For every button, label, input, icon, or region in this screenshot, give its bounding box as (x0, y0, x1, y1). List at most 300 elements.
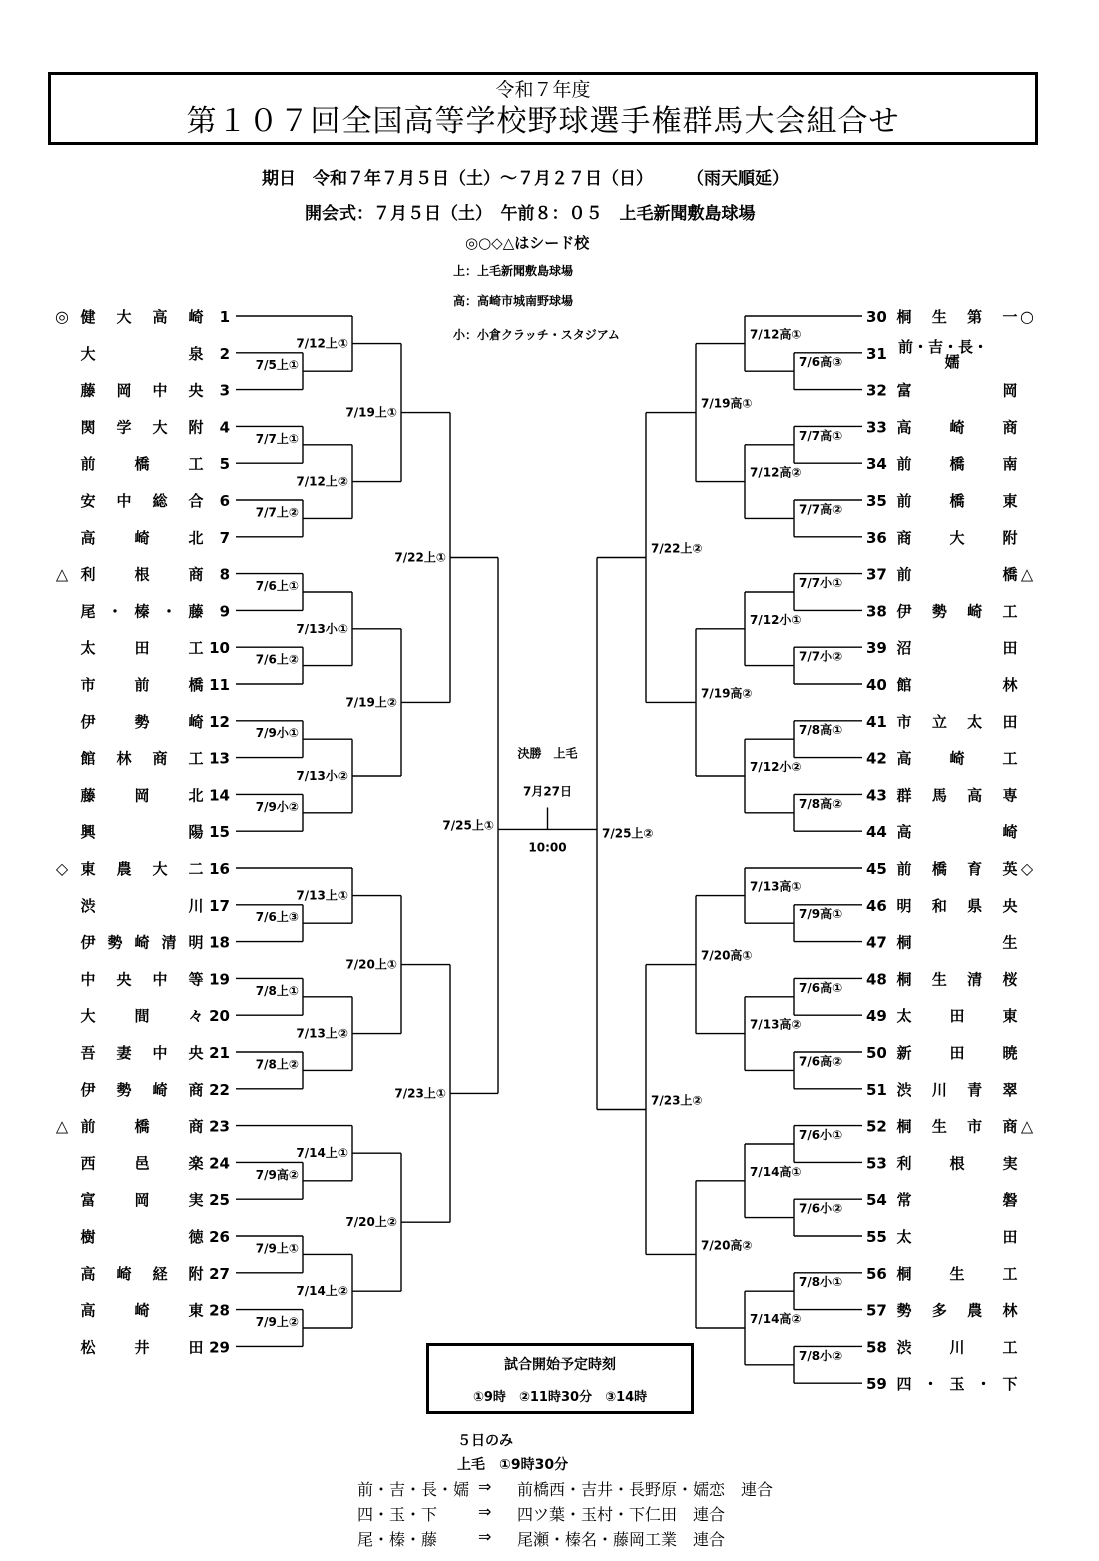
final-date: 7月27日 (522, 784, 573, 799)
team-name: 専 (1002, 786, 1018, 805)
team-number: 35 (866, 492, 887, 510)
team-number: 43 (866, 786, 887, 805)
team-name: 松 (80, 1338, 96, 1357)
team-number: 47 (866, 933, 887, 952)
team-number: 15 (209, 823, 230, 842)
team-name: 桐 (896, 933, 912, 952)
match-label: 7/5上① (255, 358, 299, 373)
match-label: 7/6高③ (799, 355, 843, 370)
team-number: 9 (219, 602, 230, 621)
team-name: 崎 (134, 528, 150, 547)
team-name: 工 (1002, 749, 1018, 768)
team-name: 磐 (1002, 1191, 1018, 1210)
team-name: 高 (896, 749, 912, 768)
team-number: 23 (209, 1117, 230, 1136)
team-name: 暁 (1002, 1044, 1018, 1062)
team-name: 渋 (896, 1080, 912, 1099)
match-label: 7/13小① (296, 621, 348, 636)
team-name: 北 (188, 786, 204, 805)
team-name: 田 (1002, 712, 1018, 731)
match-label: 7/25上① (442, 818, 494, 833)
team-name: 大 (152, 418, 168, 437)
team-name: 勢 (107, 933, 123, 952)
match-label: 7/25上② (602, 826, 654, 841)
team-name: 生 (1002, 933, 1018, 952)
team-name: 商 (1002, 418, 1018, 437)
team-name: 井 (134, 1338, 150, 1357)
team-name: 川 (931, 1080, 947, 1099)
match-label: 7/20上② (345, 1215, 397, 1230)
team-number: 42 (866, 749, 887, 768)
team-name: 吾 (80, 1044, 96, 1062)
team-name: ・ (161, 602, 177, 621)
seed-note: ◎○◇△はシード校 (465, 234, 590, 252)
team-name: 二 (188, 860, 204, 878)
match-label: 7/14高① (750, 1164, 802, 1179)
team-number: 19 (209, 970, 230, 989)
team-name: 伊 (896, 602, 912, 621)
team-name: 田 (949, 1044, 965, 1062)
team-name: 一 (1002, 308, 1018, 326)
team-name: 翠 (1002, 1080, 1018, 1099)
team-name: 附 (1002, 528, 1018, 547)
team-name: 榛 (134, 602, 150, 621)
team-name: 桜 (1002, 970, 1018, 989)
team-name: 富 (80, 1191, 96, 1210)
team-name: 勢 (116, 1080, 132, 1099)
team-name: 清 (161, 933, 177, 952)
team-number: 28 (209, 1301, 230, 1320)
team-name: 高 (967, 786, 983, 805)
team-name: 実 (188, 1191, 204, 1210)
team-name: 中 (80, 970, 96, 989)
team-name: 健 (80, 308, 96, 326)
team-name: 北 (188, 528, 204, 547)
team-number: 58 (866, 1338, 887, 1357)
team-name: 商 (188, 1080, 204, 1099)
team-number: 12 (209, 712, 230, 731)
match-label: 7/9小① (255, 726, 299, 741)
team-number: 40 (866, 676, 887, 694)
team-name: 市 (967, 1117, 983, 1136)
match-label: 7/9上② (255, 1315, 299, 1329)
team-name: 岡 (134, 786, 150, 805)
match-label: 7/13上① (296, 888, 348, 903)
team-name: 妻 (116, 1044, 132, 1062)
team-name: 英 (1002, 860, 1018, 878)
team-name: 崎 (134, 933, 150, 952)
team-number: 39 (866, 639, 887, 658)
team-name: 徳 (188, 1228, 204, 1246)
match-label: 7/22上② (651, 541, 703, 556)
team-name: 桐 (896, 970, 912, 989)
team-name: 市 (80, 676, 96, 694)
team-name: 立 (931, 712, 947, 731)
team-number: 6 (219, 492, 230, 510)
team-number: 10 (209, 639, 230, 658)
team-name: 多 (931, 1301, 947, 1320)
team-name: 橋 (1002, 565, 1018, 584)
team-name: 商 (152, 749, 168, 768)
team-name: 前 (80, 1117, 96, 1136)
team-name: 高 (80, 1264, 96, 1283)
team-name: 総 (152, 492, 168, 510)
team-name: 経 (152, 1264, 168, 1283)
team-name: 安 (80, 492, 96, 510)
team-name: 明 (896, 896, 912, 915)
team-name: 新 (896, 1044, 912, 1062)
team-name: 等 (188, 970, 204, 989)
match-label: 7/19上② (345, 695, 397, 710)
team-name: 関 (80, 418, 96, 437)
match-label: 7/9小② (255, 799, 299, 814)
venue-legend-0: 上：上毛新聞敷島球場 (453, 264, 574, 278)
team-name: 群 (896, 786, 912, 805)
team-name: 商 (896, 528, 912, 547)
match-label: 7/12上① (296, 336, 348, 351)
joint-full: 四ツ葉・玉村・下仁田 連合 (517, 1505, 726, 1524)
team-name: 育 (967, 860, 983, 878)
match-label: 7/12小② (750, 760, 802, 774)
team-name: ・ (975, 1375, 992, 1394)
team-name: 館 (896, 676, 912, 694)
team-name: 根 (949, 1154, 965, 1173)
seed-mark: △ (1020, 564, 1034, 584)
team-name: 崎 (1002, 823, 1018, 842)
team-name: 学 (116, 418, 132, 437)
team-name: 橋 (949, 455, 965, 474)
team-name: 勢 (134, 712, 150, 731)
team-number: 34 (866, 455, 887, 474)
team-name: 崎 (949, 418, 965, 437)
team-name: 央 (116, 970, 132, 989)
seed-mark: △ (55, 564, 69, 584)
team-number: 4 (219, 418, 230, 437)
seed-mark: ○ (1020, 307, 1034, 326)
team-name: 田 (1002, 639, 1018, 658)
match-label: 7/13高① (750, 879, 802, 894)
team-name: 市 (896, 712, 912, 731)
team-name: 岡 (116, 381, 132, 400)
team-name: 玉 (949, 1375, 965, 1394)
team-number: 31 (866, 344, 887, 363)
team-name: 工 (1002, 602, 1018, 621)
team-number: 25 (209, 1191, 230, 1210)
team-name: 高 (152, 308, 168, 326)
match-label: 7/8小① (799, 1275, 843, 1290)
team-name: 常 (896, 1191, 912, 1210)
team-name: 田 (949, 1007, 965, 1026)
team-name: 藤 (80, 786, 96, 805)
team-number: 44 (866, 823, 887, 842)
team-number: 2 (219, 344, 230, 363)
team-name: 泉 (188, 344, 204, 363)
team-number: 7 (219, 528, 230, 547)
team-name: 前 (896, 455, 912, 474)
team-name: ・ (107, 602, 123, 621)
team-name: 橋 (949, 492, 965, 510)
joint-full: 前橋西・吉井・長野原・嬬恋 連合 (517, 1480, 774, 1499)
team-name: 前 (896, 492, 912, 510)
team-name: 楽 (188, 1154, 204, 1173)
team-name: 田 (134, 639, 150, 658)
note-day5-time: 上毛 ①9時30分 (457, 1457, 569, 1473)
note-day5: ５日のみ (457, 1433, 513, 1449)
team-name: 央 (188, 381, 204, 400)
team-name: 田 (188, 1338, 204, 1357)
team-number: 41 (866, 712, 887, 731)
team-name: 伊 (80, 933, 96, 952)
match-label: 7/23上① (394, 1086, 446, 1101)
team-name: 橋 (188, 676, 204, 694)
team-name: 々 (188, 1007, 204, 1026)
seed-mark: ◇ (1020, 859, 1034, 878)
match-label: 7/6高① (799, 980, 843, 995)
team-name: 中 (152, 381, 168, 400)
match-label: 7/7小① (799, 576, 843, 590)
team-number: 37 (866, 565, 887, 584)
match-label: 7/13高② (750, 1017, 802, 1032)
team-number: 5 (219, 455, 230, 474)
joint-team-row (357, 1477, 469, 1500)
team-name: 利 (896, 1154, 912, 1173)
team-number: 48 (866, 970, 887, 989)
team-name: 生 (931, 970, 947, 989)
team-name: ・ (922, 1375, 939, 1394)
team-name: 根 (134, 565, 150, 584)
team-number: 45 (866, 860, 887, 878)
team-name: 大 (152, 860, 168, 878)
team-number: 32 (866, 381, 887, 400)
match-label: 7/19高② (701, 686, 753, 701)
team-name: 青 (967, 1080, 983, 1099)
team-name: 川 (949, 1338, 965, 1357)
start-times-box (426, 1343, 694, 1414)
team-name: 合 (188, 492, 204, 510)
team-name: 央 (188, 1044, 204, 1062)
match-label: 7/8上① (255, 983, 299, 998)
joint-arrow: ⇒ (478, 1477, 492, 1496)
team-name: 勢 (931, 602, 947, 621)
final-time: 10:00 (528, 840, 567, 855)
venue-legend-2: 小：小倉クラッチ・スタジアム (453, 328, 620, 342)
team-name: 東 (188, 1301, 204, 1320)
joint-abbr: 前・吉・長・嬬 (357, 1480, 470, 1499)
match-label: 7/6小② (799, 1201, 843, 1216)
team-name: 第 (967, 308, 983, 326)
team-name: 太 (896, 1228, 912, 1246)
team-number: 13 (209, 749, 230, 768)
match-label: 7/14高② (750, 1312, 802, 1326)
team-name: 工 (1002, 1338, 1018, 1357)
joint-full: 尾瀬・榛名・藤岡工業 連合 (517, 1530, 726, 1549)
team-name: 田 (1002, 1228, 1018, 1246)
team-name: 伊 (80, 712, 96, 731)
match-label: 7/7小② (799, 649, 843, 664)
team-number: 21 (209, 1044, 230, 1062)
team-name: 東 (1002, 492, 1018, 510)
team-name: 桐 (896, 1264, 912, 1283)
team-number: 18 (209, 933, 230, 952)
match-label: 7/23上② (651, 1093, 703, 1108)
team-name: 生 (931, 1117, 947, 1136)
team-name: 生 (949, 1264, 965, 1283)
team-name: 太 (896, 1007, 912, 1026)
team-name: 南 (1002, 455, 1018, 474)
team-name: 崎 (116, 1264, 132, 1283)
team-number: 51 (866, 1080, 887, 1099)
team-name: 四 (896, 1375, 912, 1394)
match-label: 7/9上① (255, 1241, 299, 1256)
joint-abbr: 尾・榛・藤 (357, 1530, 438, 1549)
team-number: 54 (866, 1191, 887, 1210)
match-label: 7/8小② (799, 1348, 843, 1363)
team-name: 明 (188, 933, 204, 952)
team-name: 橋 (134, 1117, 150, 1136)
title-year: 令和７年度 (495, 79, 591, 101)
team-number: 26 (209, 1228, 230, 1246)
team-name: 桐 (896, 308, 912, 326)
team-name: 中 (116, 492, 132, 510)
start-times-list: ①9時 ②11時30分 ③14時 (472, 1390, 648, 1405)
match-label: 7/13上② (296, 1026, 348, 1041)
team-number: 57 (866, 1301, 887, 1320)
team-name: 崎 (134, 1301, 150, 1320)
team-name: 橋 (134, 455, 150, 474)
team-name: 工 (188, 749, 204, 768)
team-name: 崎 (188, 712, 204, 731)
team-name: 大 (116, 308, 132, 326)
team-number: 52 (866, 1117, 887, 1136)
team-number: 49 (866, 1007, 887, 1026)
venue-legend-1: 高：高崎市城南野球場 (453, 294, 574, 308)
team-name: 陽 (188, 823, 204, 842)
team-name: 利 (80, 565, 96, 584)
team-name: 前 (134, 676, 150, 694)
team-name: 岡 (134, 1191, 150, 1210)
team-name: 前 (80, 455, 96, 474)
start-times-title: 試合開始予定時刻 (504, 1357, 616, 1373)
team-name: 高 (896, 418, 912, 437)
match-label: 7/6上③ (255, 910, 299, 925)
team-number: 50 (866, 1044, 887, 1062)
team-name: 生 (931, 308, 947, 326)
team-name: 商 (1002, 1117, 1018, 1136)
team-name: 太 (80, 639, 96, 658)
team-name: 勢 (896, 1301, 912, 1320)
match-label: 7/19高① (701, 396, 753, 411)
match-label: 7/7上② (255, 505, 299, 520)
team-name: 商 (188, 565, 204, 584)
team-name: 実 (1002, 1154, 1018, 1173)
team-name: 東 (1002, 1007, 1018, 1026)
team-number: 16 (209, 860, 230, 878)
team-name: 崎 (967, 602, 983, 621)
team-number: 17 (209, 896, 230, 915)
match-label: 7/6上② (255, 652, 299, 667)
match-label: 7/9高② (255, 1167, 299, 1182)
team-name: 大 (80, 1007, 96, 1026)
match-label: 7/6小① (799, 1128, 843, 1142)
team-name: 橋 (931, 860, 947, 878)
team-number: 59 (866, 1375, 887, 1394)
team-number: 29 (209, 1338, 230, 1357)
team-number: 56 (866, 1264, 887, 1283)
team-number: 22 (209, 1080, 230, 1099)
team-name: 馬 (931, 786, 947, 805)
team-name: 高 (80, 528, 96, 547)
team-name: 林 (1002, 676, 1018, 694)
match-label: 7/12上② (296, 474, 348, 489)
team-name: 附 (188, 418, 204, 437)
team-name: 農 (967, 1301, 983, 1320)
match-label: 7/6高② (799, 1054, 843, 1069)
team-number: 36 (866, 528, 887, 547)
match-label: 7/8高② (799, 796, 843, 811)
team-number: 20 (209, 1007, 230, 1026)
match-label: 7/14上② (296, 1284, 348, 1299)
match-label: 7/12高① (750, 327, 802, 342)
match-label: 7/7上① (255, 431, 299, 446)
opening-ceremony-line: 開会式：７月５日（土） 午前８：０５ 上毛新聞敷島球場 (305, 204, 756, 224)
team-name: 前 (896, 565, 912, 584)
team-number: 14 (209, 786, 230, 805)
team-name: 太 (967, 712, 983, 731)
team-name: 和 (931, 896, 947, 915)
team-name: 桐 (896, 1117, 912, 1136)
joint-team-row (357, 1527, 437, 1550)
team-name: 高 (896, 823, 912, 842)
team-name: 岡 (1002, 381, 1018, 400)
team-number: 38 (866, 602, 887, 621)
team-name: 商 (188, 1117, 204, 1136)
team-name: 崎 (949, 749, 965, 768)
seed-mark: △ (55, 1116, 69, 1136)
team-number: 1 (219, 308, 230, 326)
match-label: 7/20高① (701, 948, 753, 963)
team-name: 農 (116, 860, 132, 878)
team-name: 川 (188, 896, 204, 915)
team-name: 工 (1002, 1264, 1018, 1283)
team-name: 清 (967, 970, 983, 989)
team-name: 崎 (188, 308, 204, 326)
team-name: 中 (152, 1044, 168, 1062)
team-number: 30 (866, 308, 887, 326)
match-label: 7/9高① (799, 907, 843, 922)
team-number: 46 (866, 896, 887, 915)
match-label: 7/6上① (255, 579, 299, 593)
team-name: 県 (967, 896, 983, 915)
match-label: 7/20高② (701, 1238, 753, 1253)
team-name: 前・吉・長・ (898, 337, 989, 356)
match-label: 7/13小② (296, 769, 348, 783)
team-name: 尾 (80, 602, 96, 621)
team-number: 11 (209, 676, 230, 694)
team-name: 藤 (80, 381, 96, 400)
team-name: 東 (80, 860, 96, 878)
seed-mark: △ (1020, 1116, 1034, 1136)
team-name: 附 (188, 1264, 204, 1283)
match-label: 7/7高① (799, 428, 843, 443)
joint-arrow: ⇒ (478, 1502, 492, 1521)
match-label: 7/22上① (394, 550, 446, 565)
joint-team-row (357, 1502, 437, 1525)
team-name: 中 (152, 970, 168, 989)
team-name: 渋 (80, 896, 96, 915)
team-number: 55 (866, 1228, 887, 1246)
team-name: 大 (80, 344, 96, 363)
team-number: 8 (219, 565, 230, 584)
